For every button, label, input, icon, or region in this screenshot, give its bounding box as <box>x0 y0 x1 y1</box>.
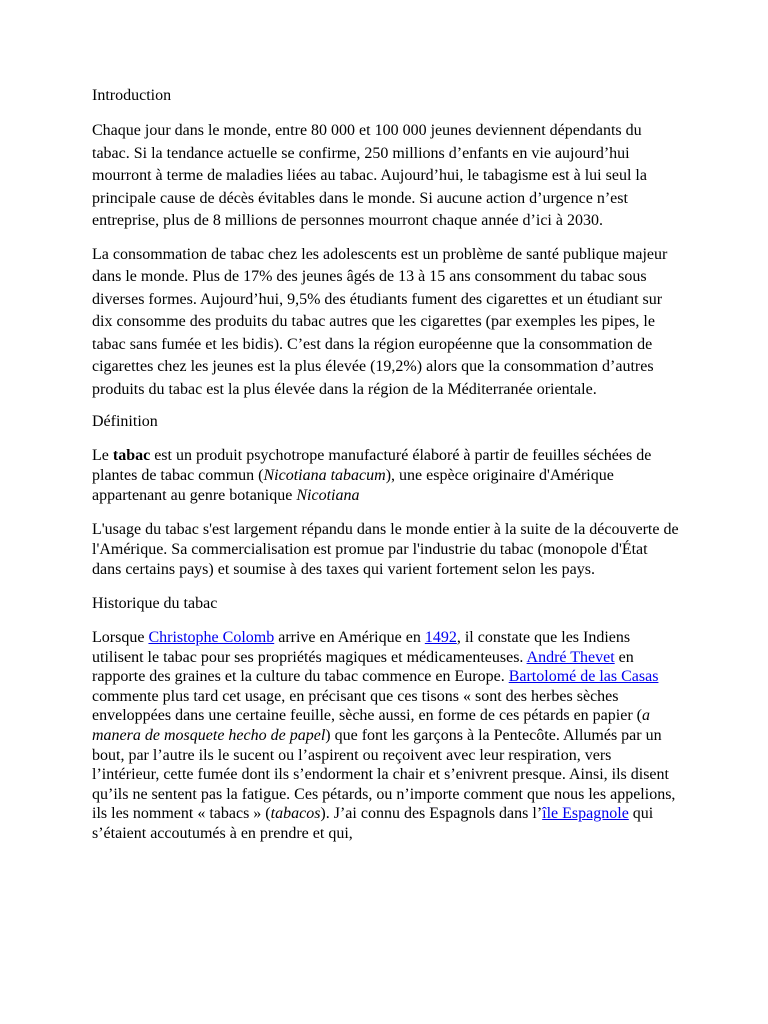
text-run: en rapporte des graines et la culture du tabac commence en Europe. <box>92 648 634 686</box>
definition-paragraph-1 <box>92 446 680 506</box>
text-run: Lorsque <box>92 629 149 646</box>
link-1492[interactable]: 1492 <box>424 629 457 646</box>
text-run: ) que font les garçons à la Pentecôte. Allumés par un bout, par l’autre ils le sucent ou l’aspirent ou reçoivent avec leur respiration, vers l’intérieur, cette fumée dont ils s’endorment la chair et s’enivrent presque. Ainsi, ils disent qu’ils ne sentent pas la fatigue. Ces pétards, ou n’importe comment que nous les appelions, ils les nomment « tabacs » ( <box>92 726 676 823</box>
heading-introduction: Introduction <box>92 87 172 104</box>
text-run: Le <box>92 447 113 464</box>
italic-spanish-quote: a manera de mosquete hecho de papel <box>92 707 650 744</box>
text-run: ), une espèce originaire d'Amérique appartenant au genre botanique <box>92 467 614 504</box>
intro-paragraph-1: Chaque jour dans le monde, entre 80 000 et 100 000 jeunes deviennent dépendants du tabac. Si la tendance actuelle se confirme, 250 millions d’enfants en vie aujourd’hui mourront à terme de maladies liées au tabac. Aujourd’hui, le tabagisme est à lui seul la principale cause de décès évitables dans le monde. Si aucune action d’urgence n’est entreprise, plus de 8 millions de personnes mourront chaque année d’ici à 2030. <box>92 122 647 229</box>
link-christophe-colomb[interactable]: Christophe Colomb <box>148 629 275 646</box>
link-bartolome-de-las-casas[interactable]: Bartolomé de las Casas <box>508 668 659 686</box>
document-body <box>92 86 680 844</box>
intro-paragraph-2: La consommation de tabac chez les adolescents est un problème de santé publique majeur dans le monde. Plus de 17% des jeunes âgés de 13 à 15 ans consomment du tabac sous diverses formes. Aujourd’hui, 9,5% des étudiants fument des cigarettes et un étudiant sur dix consomme des produits du tabac autres que les cigarettes (par exemples les pipes, le tabac sans fumée et les bidis). C’est dans la région européenne que la consommation de cigarettes chez les jeunes est la plus élevée (19,2%) alors que la consommation d’autres produits du tabac est la plus élevée dans la région de la Méditerranée orientale. <box>92 245 668 398</box>
heading-definition: Définition <box>92 413 158 430</box>
text-run: arrive en Amérique en <box>274 629 425 646</box>
italic-tabacos: tabacos <box>270 805 321 823</box>
italic-species-name: Nicotiana tabacum <box>263 467 386 484</box>
link-andre-thevet[interactable]: André Thevet <box>526 648 615 666</box>
history-paragraph-1 <box>92 628 680 844</box>
text-run: est un produit psychotrope manufacturé élaboré à partir de feuilles séchées de plantes de tabac commun ( <box>92 447 652 484</box>
text-run: , il constate que les Indiens utilisent le tabac pour ses propriétés magiques et médicamenteuses. <box>92 629 631 666</box>
definition-paragraph-2: L'usage du tabac s'est largement répandu dans le monde entier à la suite de la découverte de l'Amérique. Sa commercialisation est promue par l'industrie du tabac (monopole d'État dans certains pays) et soumise à des taxes qui varient fortement selon les pays. <box>92 521 679 578</box>
text-run: ). J’ai connu des Espagnols dans l’ <box>320 805 543 823</box>
text-run: qui s’étaient accoutumés à en prendre et qui, <box>92 805 654 842</box>
text-run: commente plus tard cet usage, en précisant que ces tisons « sont des herbes sèches enveloppées dans une certaine feuille, sèche aussi, en forme de ces pétards en papier ( <box>92 687 642 725</box>
link-ile-espagnole[interactable]: île Espagnole <box>542 805 629 823</box>
heading-history: Historique du tabac <box>92 595 218 612</box>
bold-term-tabac: tabac <box>112 447 151 464</box>
italic-genus-name: Nicotiana <box>296 487 360 504</box>
